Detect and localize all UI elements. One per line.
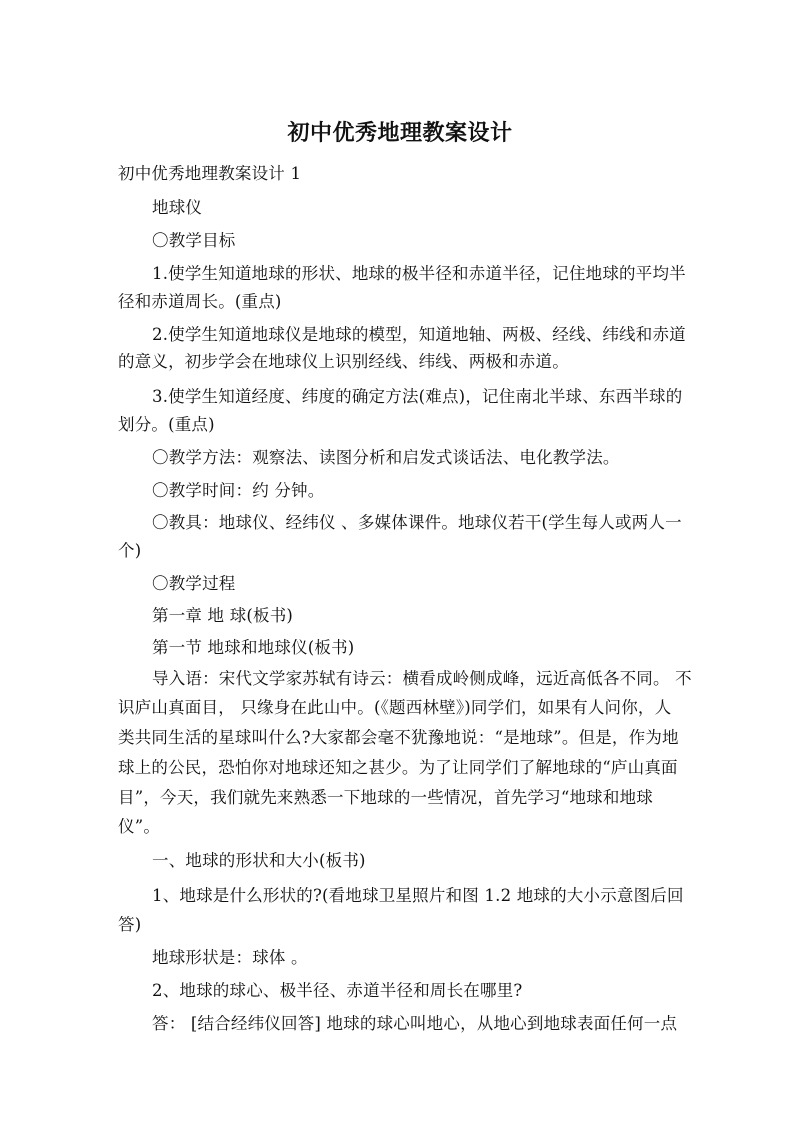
paragraph-line: 答： [结合经纬仪回答] 地球的球心叫地心，从地心到地球表面任何一点 — [152, 1014, 678, 1033]
paragraph-line: 一、地球的形状和大小(板书) — [152, 851, 366, 870]
paragraph-line: 的意义，初步学会在地球仪上识别经线、纬线、两极和赤道。 — [118, 352, 569, 371]
paragraph-line: 地球仪 — [152, 198, 203, 217]
paragraph-line: 类共同生活的星球叫什么?大家都会毫不犹豫地说：“是地球”。但是，作为地 — [118, 728, 679, 747]
paragraph-line: 仪”。 — [118, 817, 161, 836]
section-heading: 初中优秀地理教案设计 1 — [118, 164, 302, 183]
paragraph-line: 目”，今天，我们就先来熟悉一下地球的一些情况，首先学习“地球和地球 — [118, 788, 653, 807]
paragraph-line: 〇教学过程 — [152, 574, 236, 593]
paragraph-line: 划分。(重点) — [118, 415, 215, 434]
paragraph-line: 〇教学目标 — [152, 231, 236, 250]
paragraph-line: 1.使学生知道地球的形状、地球的极半径和赤道半径，记住地球的平均半 — [152, 264, 686, 283]
paragraph-line: 识庐山真面目， 只缘身在此山中。(《题西林壁》)同学们，如果有人问你，人 — [118, 698, 672, 717]
paragraph-line: 导入语：宋代文学家苏轼有诗云：横看成岭侧成峰，远近高低各不同。 不 — [152, 669, 692, 688]
paragraph-line: 第一章 地 球(板书) — [152, 606, 294, 625]
paragraph-line: 个) — [118, 541, 142, 560]
paragraph-line: 2、地球的球心、极半径、赤道半径和周长在哪里? — [152, 981, 523, 1000]
paragraph-line: 〇教具：地球仪、经纬仪 、多媒体课件。地球仪若干(学生每人或两人一 — [152, 513, 682, 532]
paragraph-line: 〇教学方法：观察法、读图分析和启发式谈话法、电化教学法。 — [152, 448, 620, 467]
paragraph-line: 3.使学生知道经度、纬度的确定方法(难点)，记住南北半球、东西半球的 — [152, 387, 683, 406]
paragraph-line: 〇教学时间：约 分钟。 — [152, 481, 325, 500]
paragraph-line: 地球形状是：球体 。 — [152, 948, 308, 967]
paragraph-line: 第一节 地球和地球仪(板书) — [152, 638, 355, 657]
paragraph-line: 答) — [118, 915, 142, 934]
paragraph-line: 径和赤道周长。(重点) — [118, 292, 282, 311]
paragraph-line: 球上的公民，恐怕你对地球还知之甚少。为了让同学们了解地球的“庐山真面 — [118, 758, 678, 777]
paragraph-line: 2.使学生知道地球仪是地球的模型，知道地轴、两极、经线、纬线和赤道 — [152, 325, 686, 344]
document-title: 初中优秀地理教案设计 — [287, 121, 513, 146]
paragraph-line: 1、地球是什么形状的?(看地球卫星照片和图 1.2 地球的大小示意图后回 — [152, 886, 684, 905]
